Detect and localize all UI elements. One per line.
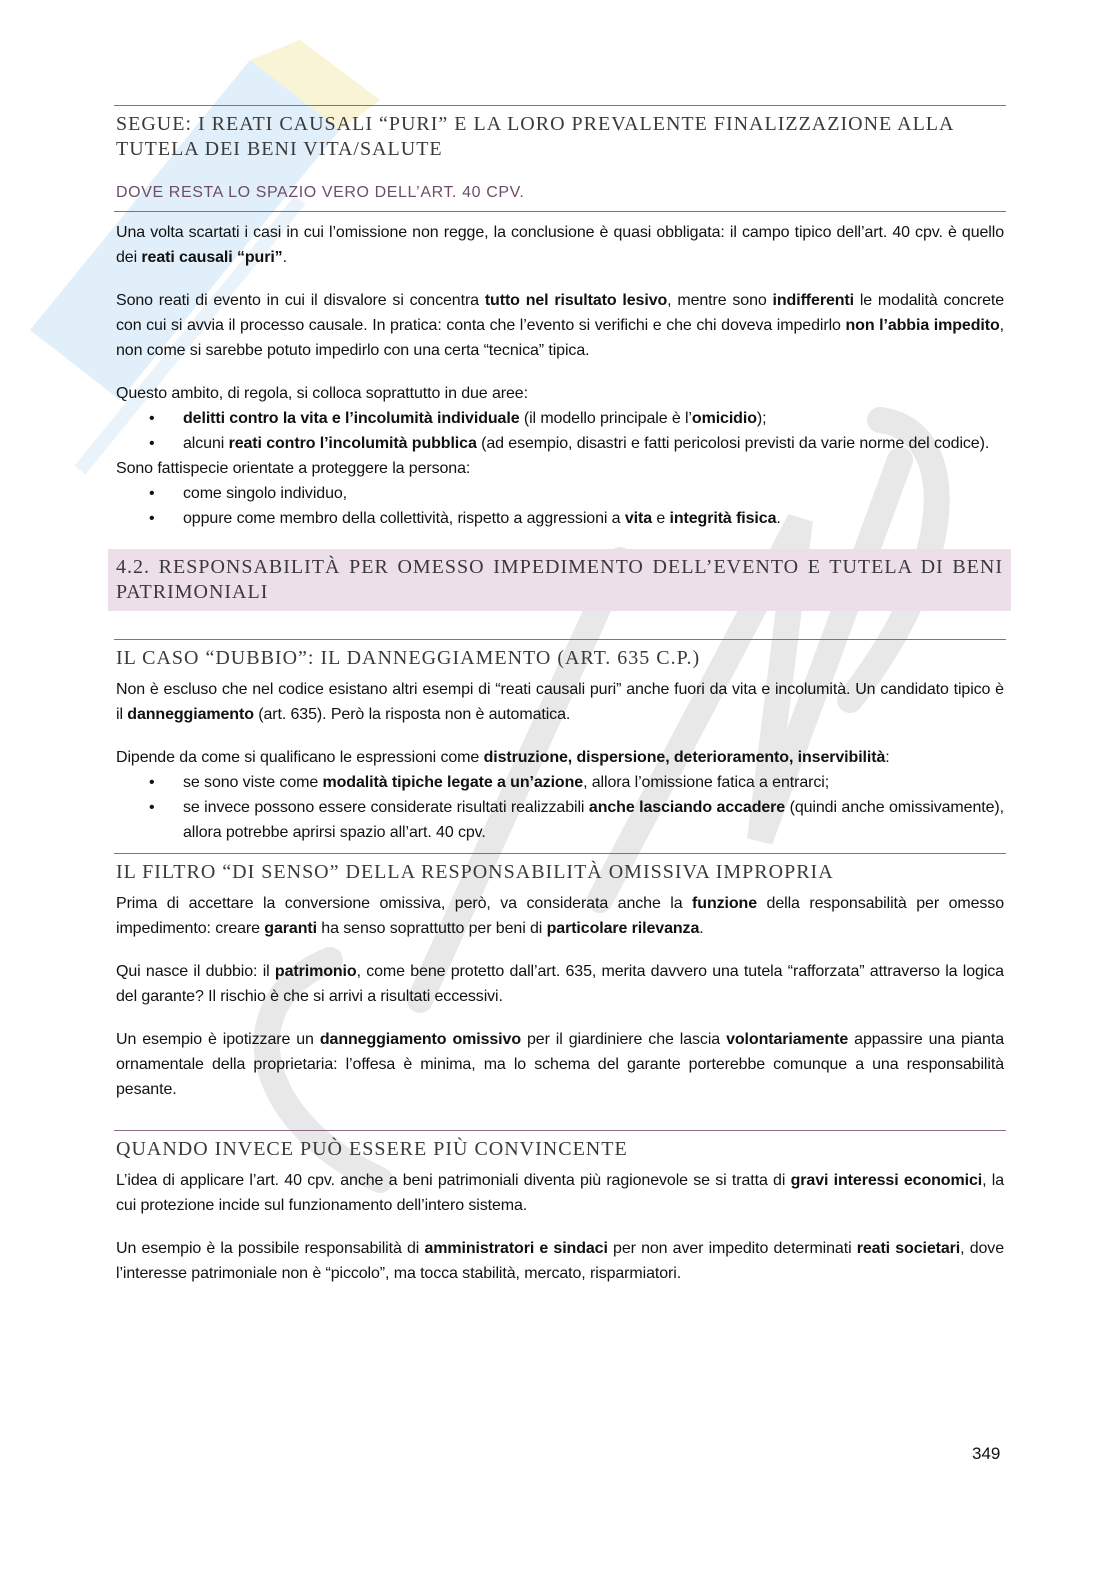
bold-text: reati contro l’incolumità pubblica xyxy=(228,435,477,452)
bold-text: non l’abbia impedito xyxy=(845,317,1000,334)
text-run: Dipende da come si qualificano le espressioni come xyxy=(116,749,484,766)
text-run: alcuni xyxy=(183,435,229,452)
text-run: Un esempio è la possibile responsabilità di xyxy=(116,1240,425,1257)
paragraph xyxy=(116,891,1004,941)
bullet-list xyxy=(116,770,1004,845)
bold-text: volontariamente xyxy=(726,1031,849,1048)
list-item xyxy=(116,506,1004,531)
text-run: Questo ambito, di regola, si colloca soprattutto in due aree: xyxy=(116,385,528,402)
text-run: , allora l’omissione fatica a entrarci; xyxy=(583,774,830,791)
paragraph xyxy=(116,745,1004,770)
bold-text: danneggiamento xyxy=(127,706,254,723)
bold-text: amministratori e sindaci xyxy=(424,1240,608,1257)
bold-text: anche lasciando accadere xyxy=(588,799,786,816)
paragraph xyxy=(116,1027,1004,1102)
bold-text: danneggiamento omissivo xyxy=(319,1031,521,1048)
bold-text: garanti xyxy=(264,920,317,937)
text-run: Non è escluso che nel codice esistano altri esempi di “reati causali puri” anche fuori da vita e incolumità. Un candidato tipico è il xyxy=(116,681,1004,723)
text-run: e xyxy=(652,510,670,527)
bold-text: modalità tipiche legate a un’azione xyxy=(322,774,584,791)
text-run: appassire una pianta ornamentale della proprietaria: l’offesa è minima, ma lo schema del garante porterebbe comunque a una responsabilità pesante. xyxy=(116,1031,1004,1098)
bold-text: reati causali “puri” xyxy=(141,249,283,266)
text-run: per non aver impedito determinati xyxy=(607,1240,857,1257)
text-run: . xyxy=(699,920,704,937)
text-run: (quindi anche omissivamente), allora potrebbe aprirsi spazio all’art. 40 cpv. xyxy=(183,799,1004,841)
list-item xyxy=(116,770,1004,795)
page-number: 349 xyxy=(972,1444,1001,1463)
divider xyxy=(114,853,1006,854)
text-run: come singolo individuo, xyxy=(183,485,348,502)
paragraph xyxy=(116,959,1004,1009)
text-run: Una volta scartati i casi in cui l’omissione non regge, la conclusione è quasi obbligata: il campo tipico dell’art. 40 cpv. è quello dei xyxy=(116,224,1004,266)
text-run: , non come si sarebbe potuto impedirlo con una certa “tecnica” tipica. xyxy=(116,317,1004,359)
text-run: . xyxy=(776,510,781,527)
paragraph xyxy=(116,456,1004,481)
list-item xyxy=(116,795,1004,845)
divider xyxy=(114,639,1006,640)
page-content xyxy=(116,105,1004,1286)
bold-text: tutto nel risultato lesivo xyxy=(484,292,668,309)
text-run: , mentre sono xyxy=(667,292,773,309)
text-run: (art. 635). Però la risposta non è automatica. xyxy=(253,706,571,723)
list-item xyxy=(116,431,1004,456)
text-run: Sono fattispecie orientate a proteggere la persona: xyxy=(116,460,471,477)
bold-text: delitti contro la vita e l’incolumità individuale xyxy=(183,410,520,427)
bold-text: patrimonio xyxy=(274,963,357,980)
text-run: ha senso soprattutto per beni di xyxy=(316,920,547,937)
bold-text: integrità fisica xyxy=(669,510,777,527)
text-run: se sono viste come xyxy=(183,774,323,791)
chapter-heading-box xyxy=(108,549,1011,611)
paragraph xyxy=(116,288,1004,363)
text-run: L’idea di applicare l’art. 40 cpv. anche a beni patrimoniali diventa più ragionevole se si tratta di xyxy=(116,1172,791,1189)
list-item xyxy=(116,481,1004,506)
paragraph xyxy=(116,677,1004,727)
bold-text: gravi interessi economici xyxy=(790,1172,983,1189)
bullet-list xyxy=(116,481,1004,531)
text-run: Sono reati di evento in cui il disvalore si concentra xyxy=(116,292,485,309)
section-heading: SEGUE: I REATI CAUSALI “PURI” E LA LORO PREVALENTE FINALIZZAZIONE ALLA TUTELA DEI BENI VITA/SALUTE xyxy=(116,113,954,160)
text-run: . xyxy=(282,249,287,266)
text-run: , dove l’interesse patrimoniale non è “piccolo”, ma tocca stabilità, mercato, risparmiatori. xyxy=(116,1240,1004,1282)
text-run: oppure come membro della collettività, rispetto a aggressioni a xyxy=(183,510,625,527)
bold-text: distruzione, dispersione, deterioramento, inservibilità xyxy=(483,749,886,766)
section-heading: IL CASO “DUBBIO”: IL DANNEGGIAMENTO (ART. 635 C.P.) xyxy=(116,647,701,669)
text-run: (ad esempio, disastri e fatti pericolosi previsti da varie norme del codice). xyxy=(476,435,990,452)
bold-text: vita xyxy=(624,510,652,527)
text-run: per il giardiniere che lascia xyxy=(521,1031,727,1048)
text-run: le modalità concrete con cui si avvia il processo causale. In pratica: conta che l’evento si verifichi e che chi doveva impedirlo xyxy=(116,292,1005,334)
chapter-heading: 4.2. RESPONSABILITÀ PER OMESSO IMPEDIMENTO DELL’EVENTO E TUTELA DI BENI PATRIMONIALI xyxy=(116,556,1003,603)
bold-text: indifferenti xyxy=(772,292,854,309)
text-run: , la cui protezione incide sul funzionamento dell’intero sistema. xyxy=(116,1172,1004,1214)
paragraph xyxy=(116,1236,1004,1286)
bold-text: funzione xyxy=(692,895,758,912)
text-run: Prima di accettare la conversione omissiva, però, va considerata anche la xyxy=(116,895,693,912)
section-heading: IL FILTRO “DI SENSO” DELLA RESPONSABILITÀ OMISSIVA IMPROPRIA xyxy=(116,861,834,883)
text-run: della responsabilità per omesso impedimento: creare xyxy=(116,895,1004,937)
paragraph xyxy=(116,381,1004,406)
subheading: DOVE RESTA LO SPAZIO VERO DELL’ART. 40 CPV. xyxy=(116,184,525,201)
bold-text: omicidio xyxy=(691,410,757,427)
list-item xyxy=(116,406,1004,431)
text-run: ); xyxy=(756,410,767,427)
text-run: : xyxy=(885,749,890,766)
divider xyxy=(114,211,1006,212)
text-run: (il modello principale è l’ xyxy=(519,410,692,427)
bullet-list xyxy=(116,406,1004,456)
divider xyxy=(114,105,1006,106)
divider xyxy=(114,1130,1006,1131)
bold-text: particolare rilevanza xyxy=(546,920,700,937)
section-heading: QUANDO INVECE PUÒ ESSERE PIÙ CONVINCENTE xyxy=(116,1138,628,1160)
bold-text: reati societari xyxy=(856,1240,961,1257)
text-run: Qui nasce il dubbio: il xyxy=(116,963,275,980)
text-run: se invece possono essere considerate risultati realizzabili xyxy=(183,799,589,816)
text-run: , come bene protetto dall’art. 635, merita davvero una tutela “rafforzata” attraverso la logica del garante? Il rischio è che si arrivi a risultati eccessivi. xyxy=(116,963,1004,1005)
text-run: Un esempio è ipotizzare un xyxy=(116,1031,320,1048)
paragraph xyxy=(116,220,1004,270)
paragraph xyxy=(116,1168,1004,1218)
